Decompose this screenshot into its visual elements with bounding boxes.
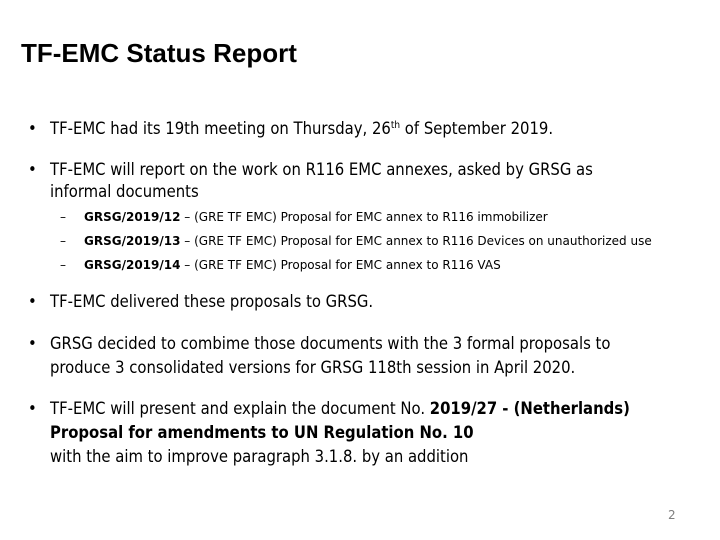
bullet-5-doc-reference: 2019/27 - (Netherlands) [429,399,630,418]
bullet-3-text: TF-EMC delivered these proposals to GRSG. [50,292,374,311]
bullet-1-text-start: TF-EMC had its 19th meeting on Thursday, 26 [50,119,391,138]
sub-item-dash: – [60,234,66,248]
bullet-dot: • [28,399,37,418]
page-number: 2 [668,508,676,522]
bullet-dot: • [28,334,37,353]
sub-item-dash: – [60,210,66,224]
bullet-1-superscript: th [390,120,401,131]
bullet-1-text-end: of September 2019. [400,119,554,138]
sub-item-text: – (GRE TF EMC) Proposal for EMC annex to R116 immobilizer [180,210,548,224]
bullet-dot: • [28,160,37,179]
sub-item-text: – (GRE TF EMC) Proposal for EMC annex to R116 VAS [180,258,501,272]
bullet-4-line-1: GRSG decided to combime those documents with the 3 formal proposals to [50,334,611,353]
bullet-2-line-2: informal documents [50,182,199,201]
bullet-5-line-3: with the aim to improve paragraph 3.1.8. by an addition [50,447,469,466]
sub-item-text: – (GRE TF EMC) Proposal for EMC annex to R116 Devices on unauthorized use [180,234,652,248]
bullet-1-text [50,118,553,140]
bullet-5-text-start: TF-EMC will present and explain the document No. [50,399,430,418]
sub-item-3 [60,257,501,273]
bullet-2-line-1: TF-EMC will report on the work on R116 EMC annexes, asked by GRSG as [50,160,593,179]
sub-item-dash: – [60,258,66,272]
bullet-dot: • [28,292,37,311]
sub-item-1 [60,209,548,225]
slide-title: TF-EMC Status Report [21,38,297,68]
bullet-5-line-2: Proposal for amendments to UN Regulation No. 10 [50,423,474,442]
bullet-5-line-1 [50,398,630,420]
bullet-4-line-2: produce 3 consolidated versions for GRSG 118th session in April 2020. [50,358,576,377]
bullet-dot: • [28,119,37,138]
sub-item-doc: GRSG/2019/14 [84,258,181,272]
sub-item-2 [60,233,652,249]
sub-item-doc: GRSG/2019/13 [84,234,181,248]
sub-item-doc: GRSG/2019/12 [84,210,181,224]
